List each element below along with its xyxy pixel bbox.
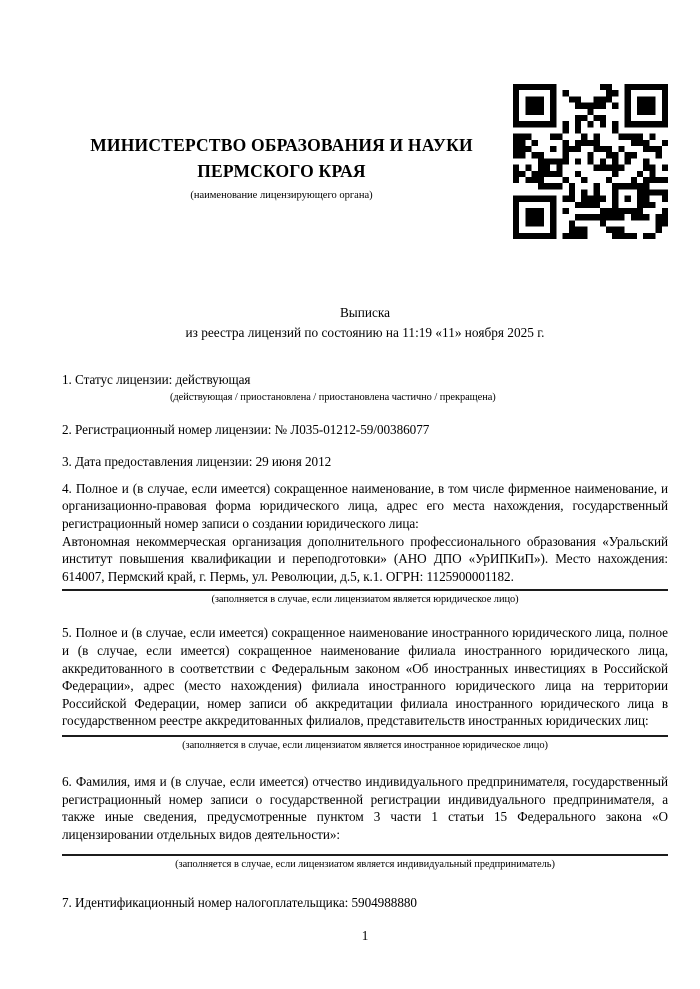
license-status-caption: (действующая / приостановлена / приостановлена частично / прекращена) bbox=[170, 391, 496, 403]
foreign-entity-question: 5. Полное и (в случае, если имеется) сокращенное наименование иностранного юридического лица, полное и (в случае, если имеется) сокращенное наименование филиала иностранного юридического лица, аккредитованного в соответствии с Федеральным законом «Об иностранных инвестициях в Российской Федерации», адрес (место нахождения) филиала иностранного юридического лица на территории Российской Федерации, номер записи об аккредитации филиала иностранного юридического лица в государственном реестре аккредитованных филиалов, представительств иностранных юридических лиц: bbox=[62, 625, 668, 729]
fill-line bbox=[62, 854, 668, 856]
document-header bbox=[62, 84, 668, 239]
document-title-line2: из реестра лицензий по состоянию на 11:19 «11» ноября 2025 г. bbox=[185, 325, 545, 340]
qr-code bbox=[513, 84, 668, 239]
ministry-name-line2: ПЕРМСКОГО КРАЯ bbox=[197, 161, 366, 181]
licensing-authority-block bbox=[62, 132, 513, 203]
document-title bbox=[62, 303, 668, 343]
field-license-status bbox=[62, 371, 668, 405]
ministry-name bbox=[62, 132, 501, 184]
legal-entity-question: 4. Полное и (в случае, если имеется) сокращенное наименование, в том числе фирменное наименование, и организационно-правовая форма юридического лица, адрес его места нахождения, государственный регистрационный номер записи о создании юридического лица: bbox=[62, 480, 668, 531]
field-individual-entrepreneur bbox=[62, 773, 668, 872]
ministry-name-line1: МИНИСТЕРСТВО ОБРАЗОВАНИЯ И НАУКИ bbox=[90, 135, 473, 155]
field-legal-entity bbox=[62, 480, 668, 608]
foreign-entity-caption: (заполняется в случае, если лицензиатом является иностранное юридическое лицо) bbox=[182, 739, 548, 751]
qr-code-icon bbox=[513, 84, 668, 239]
grant-date-value: 3. Дата предоставления лицензии: 29 июня 2012 bbox=[62, 454, 332, 470]
fill-line bbox=[62, 735, 668, 737]
individual-entrepreneur-caption: (заполняется в случае, если лицензиатом является индивидуальный предприниматель) bbox=[175, 859, 555, 871]
taxpayer-number-value: 7. Идентификационный номер налогоплательщика: 5904988880 bbox=[62, 895, 417, 911]
fill-line bbox=[62, 589, 668, 591]
licensing-authority-caption: (наименование лицензирующего органа) bbox=[190, 190, 373, 201]
field-registration-number bbox=[62, 421, 668, 439]
individual-entrepreneur-question: 6. Фамилия, имя и (в случае, если имеется) отчество индивидуального предпринимателя, государственный регистрационный номер записи о государственной регистрации индивидуального предпринимателя, а также иные сведения, предусмотренные пунктом 3 части 1 статьи 15 Федерального закона «О лицензировании отдельных видов деятельности»: bbox=[62, 773, 668, 842]
field-foreign-entity bbox=[62, 624, 668, 753]
license-status-value: 1. Статус лицензии: действующая bbox=[62, 372, 251, 387]
document-title-line1: Выписка bbox=[339, 305, 391, 320]
field-taxpayer-number bbox=[62, 894, 668, 912]
page-number: 1 bbox=[361, 927, 369, 943]
field-grant-date bbox=[62, 453, 668, 471]
legal-entity-answer: Автономная некоммерческая организация дополнительного профессионального образования «Уральский институт повышения квалификации и переподготовки» (АНО ДПО «УрИПКиП»). Место нахождения: 614007, Пермский край, г. Пермь, ул. Революции, д.5, к.1. ОГРН: 1125900001182. bbox=[62, 533, 668, 584]
registration-number-value: 2. Регистрационный номер лицензии: № Л035-01212-59/00386077 bbox=[62, 421, 430, 437]
legal-entity-caption: (заполняется в случае, если лицензиатом является юридическое лицо) bbox=[211, 594, 519, 606]
